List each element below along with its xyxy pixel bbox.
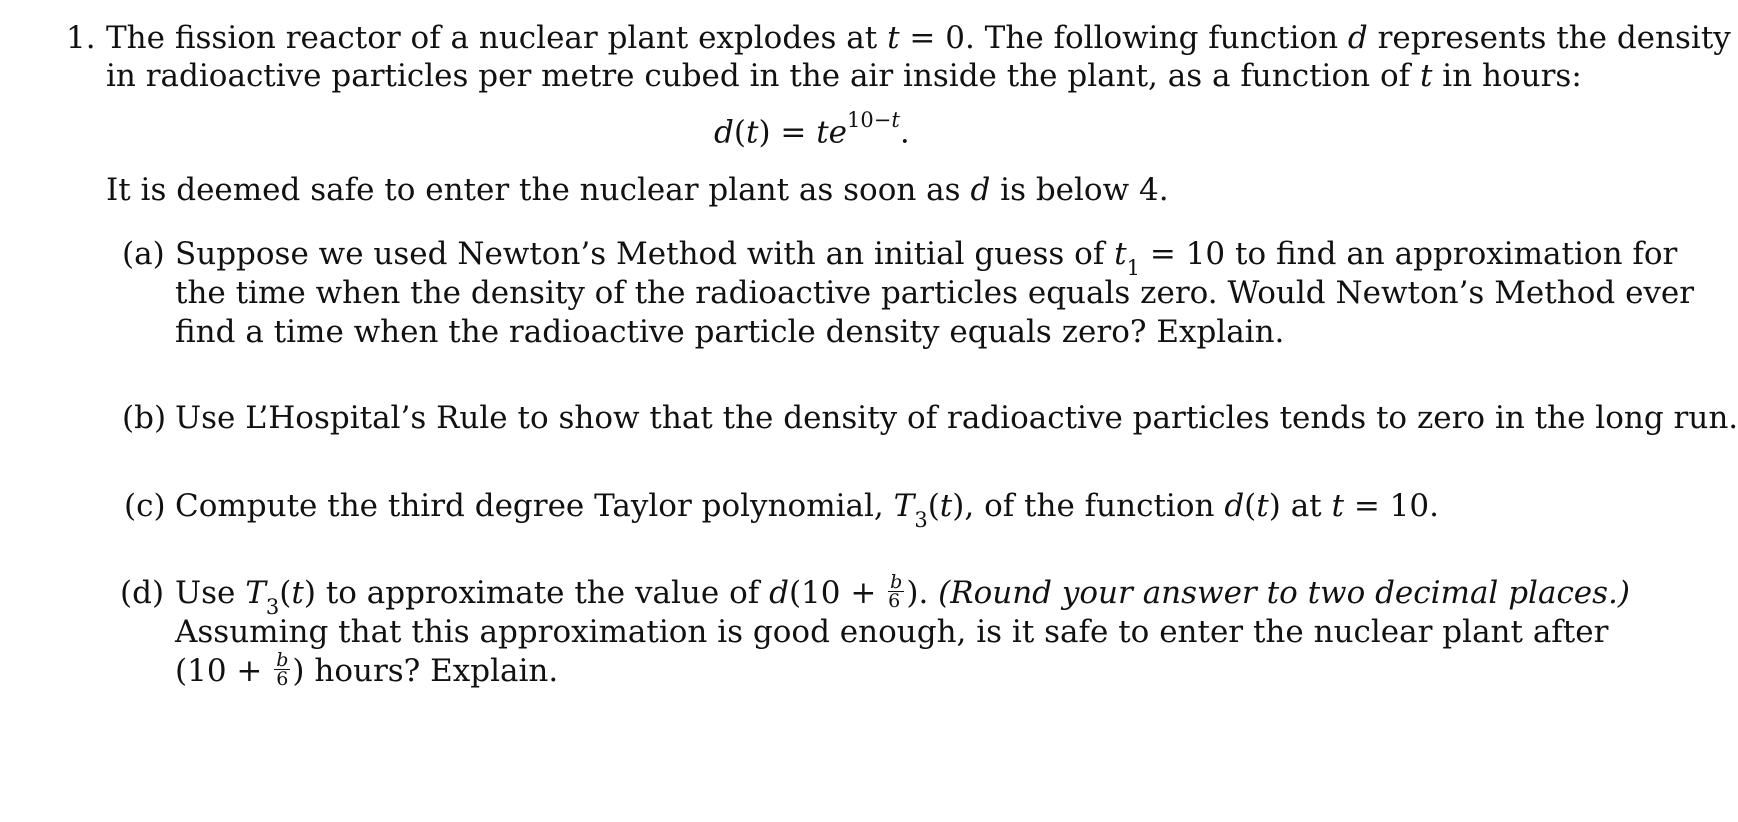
safety-note: It is deemed safe to enter the nuclear plant as soon as d is below 4. [106, 172, 1169, 208]
problem-number: 1. [66, 20, 96, 56]
part-c-label: (c) [124, 488, 166, 524]
fraction-b-over-6: $\frac{b}{6}$ [888, 571, 903, 612]
part-c-line-1: Compute the third degree Taylor polynomial, $T_3(t)$, of the function d(t) at t = 10. [175, 488, 1439, 533]
part-b-line-1: Use L’Hospital’s Rule to show that the density of radioactive particles tends to zero in the long run. [175, 400, 1738, 436]
part-d-line-1: Use $T_3(t)$ to approximate the value of d(10 + $\frac{b}{6}$ ). (Round your answer to two decimal places.) [175, 571, 1631, 620]
intro-line-2: in radioactive particles per metre cubed in the air inside the plant, as a function of t in hours: [106, 58, 1582, 94]
part-d-line-3: (10 + $\frac{b}{6}$ ) hours? Explain. [175, 649, 559, 690]
part-a-label: (a) [122, 236, 165, 272]
density-equation: $d(t) = te^{10-t}$. [714, 108, 910, 151]
part-d-label: (d) [120, 575, 165, 611]
part-b-label: (b) [122, 400, 167, 436]
part-a-line-1: Suppose we used Newton’s Method with an initial guess of $t_1 = 10$ to find an approximation for [175, 236, 1678, 281]
part-a-line-3: find a time when the radioactive particle density equals zero? Explain. [175, 314, 1285, 350]
fraction-b-over-6: $\frac{b}{6}$ [276, 649, 289, 690]
intro-line-1: The fission reactor of a nuclear plant explodes at t = 0. The following function d represents the density [106, 20, 1731, 56]
part-a-line-2: the time when the density of the radioactive particles equals zero. Would Newton’s Method ever [175, 275, 1695, 311]
part-d-line-2: Assuming that this approximation is good enough, is it safe to enter the nuclear plant after [175, 614, 1609, 650]
